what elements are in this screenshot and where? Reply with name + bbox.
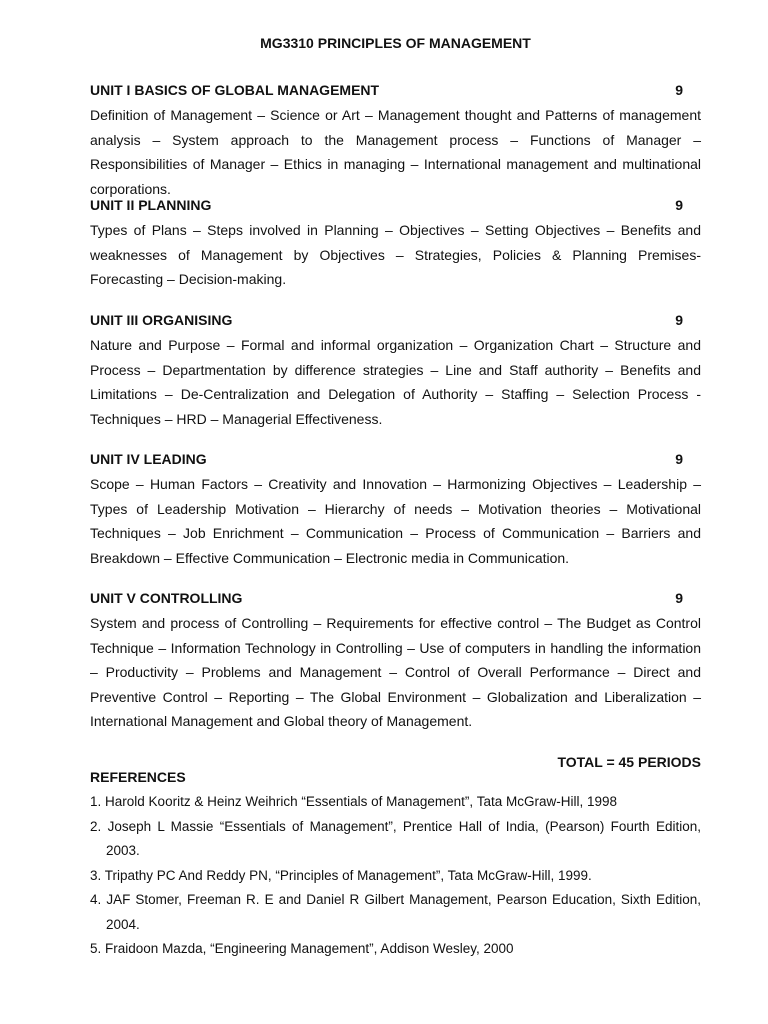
reference-text: Joseph L Massie “Essentials of Management”, Prentice Hall of India, (Pearson) Fourth Edition, 2003.: [106, 818, 701, 858]
unit-4-body: Scope – Human Factors – Creativity and Innovation – Harmonizing Objectives – Leadership – Types of Leadership Motivation – Hierarchy of needs – Motivation theories – Motivational Techniques – Job Enrichment – Communication – Process of Communication – Barriers and Breakdown – Effective Communication – Electronic media in Communication.: [90, 476, 701, 566]
unit-3-header: [90, 311, 683, 329]
reference-text: Harold Kooritz & Heinz Weihrich “Essentials of Management”, Tata McGraw-Hill, 1998: [105, 794, 617, 809]
references-heading: REFERENCES: [90, 769, 186, 785]
unit-5-header: [90, 589, 683, 607]
reference-number: 3.: [90, 867, 102, 883]
reference-text: Tripathy PC And Reddy PN, “Principles of Management”, Tata McGraw-Hill, 1999.: [104, 867, 592, 883]
unit-5-hours: 9: [675, 590, 683, 606]
total-periods: TOTAL = 45 PERIODS: [557, 754, 701, 770]
unit-2-heading: UNIT II PLANNING: [90, 197, 212, 213]
unit-2-body: Types of Plans – Steps involved in Planning – Objectives – Setting Objectives – Benefits and weaknesses of Management by Objectives – Strategies, Policies & Planning Premises-Forecasting – Decision-making.: [90, 222, 701, 288]
unit-2-header: [90, 196, 683, 214]
unit-2-hours: 9: [675, 197, 683, 213]
unit-5-heading: UNIT V CONTROLLING: [90, 590, 243, 606]
reference-item: [90, 937, 701, 962]
reference-number: 5.: [90, 941, 102, 956]
references-list: [90, 790, 701, 962]
unit-1-heading: UNIT I BASICS OF GLOBAL MANAGEMENT: [90, 82, 380, 98]
reference-item: [90, 790, 701, 815]
unit-1-hours: 9: [675, 82, 683, 98]
reference-item: [90, 888, 701, 937]
unit-3-hours: 9: [675, 312, 683, 328]
unit-5-body: System and process of Controlling – Requirements for effective control – The Budget as Control Technique – Information Technology in Controlling – Use of computers in handling the information – Productivity – Problems and Management – Control of Overall Performance – Direct and Preventive Control – Reporting – The Global Environment – Globalization and Liberalization – International Management and Global theory of Management.: [90, 615, 701, 730]
unit-1-body: Definition of Management – Science or Art – Management thought and Patterns of management analysis – System approach to the Management process – Functions of Manager –Responsibilities of Manager – Ethics in managing – International management and multinational corporations.: [90, 107, 701, 197]
reference-number: 1.: [90, 794, 102, 809]
unit-3-heading: UNIT III ORGANISING: [90, 312, 233, 328]
reference-item: [90, 864, 701, 889]
unit-4-header: [90, 450, 683, 468]
unit-3-body: Nature and Purpose – Formal and informal organization – Organization Chart – Structure and Process – Departmentation by difference strategies – Line and Staff authority – Benefits and Limitations – De-Centralization and Delegation of Authority – Staffing – Selection Process - Techniques – HRD – Managerial Effectiveness.: [90, 337, 701, 427]
unit-1-header: [90, 81, 683, 99]
unit-4-hours: 9: [675, 451, 683, 467]
reference-item: [90, 815, 701, 864]
document-title: MG3310 PRINCIPLES OF MANAGEMENT: [260, 35, 531, 51]
reference-text: JAF Stomer, Freeman R. E and Daniel R Gilbert Management, Pearson Education, Sixth Edition, 2004.: [106, 892, 701, 932]
unit-4-heading: UNIT IV LEADING: [90, 451, 207, 467]
reference-text: Fraidoon Mazda, “Engineering Management”, Addison Wesley, 2000: [105, 941, 514, 956]
reference-number: 2.: [90, 818, 102, 834]
reference-number: 4.: [90, 892, 102, 907]
